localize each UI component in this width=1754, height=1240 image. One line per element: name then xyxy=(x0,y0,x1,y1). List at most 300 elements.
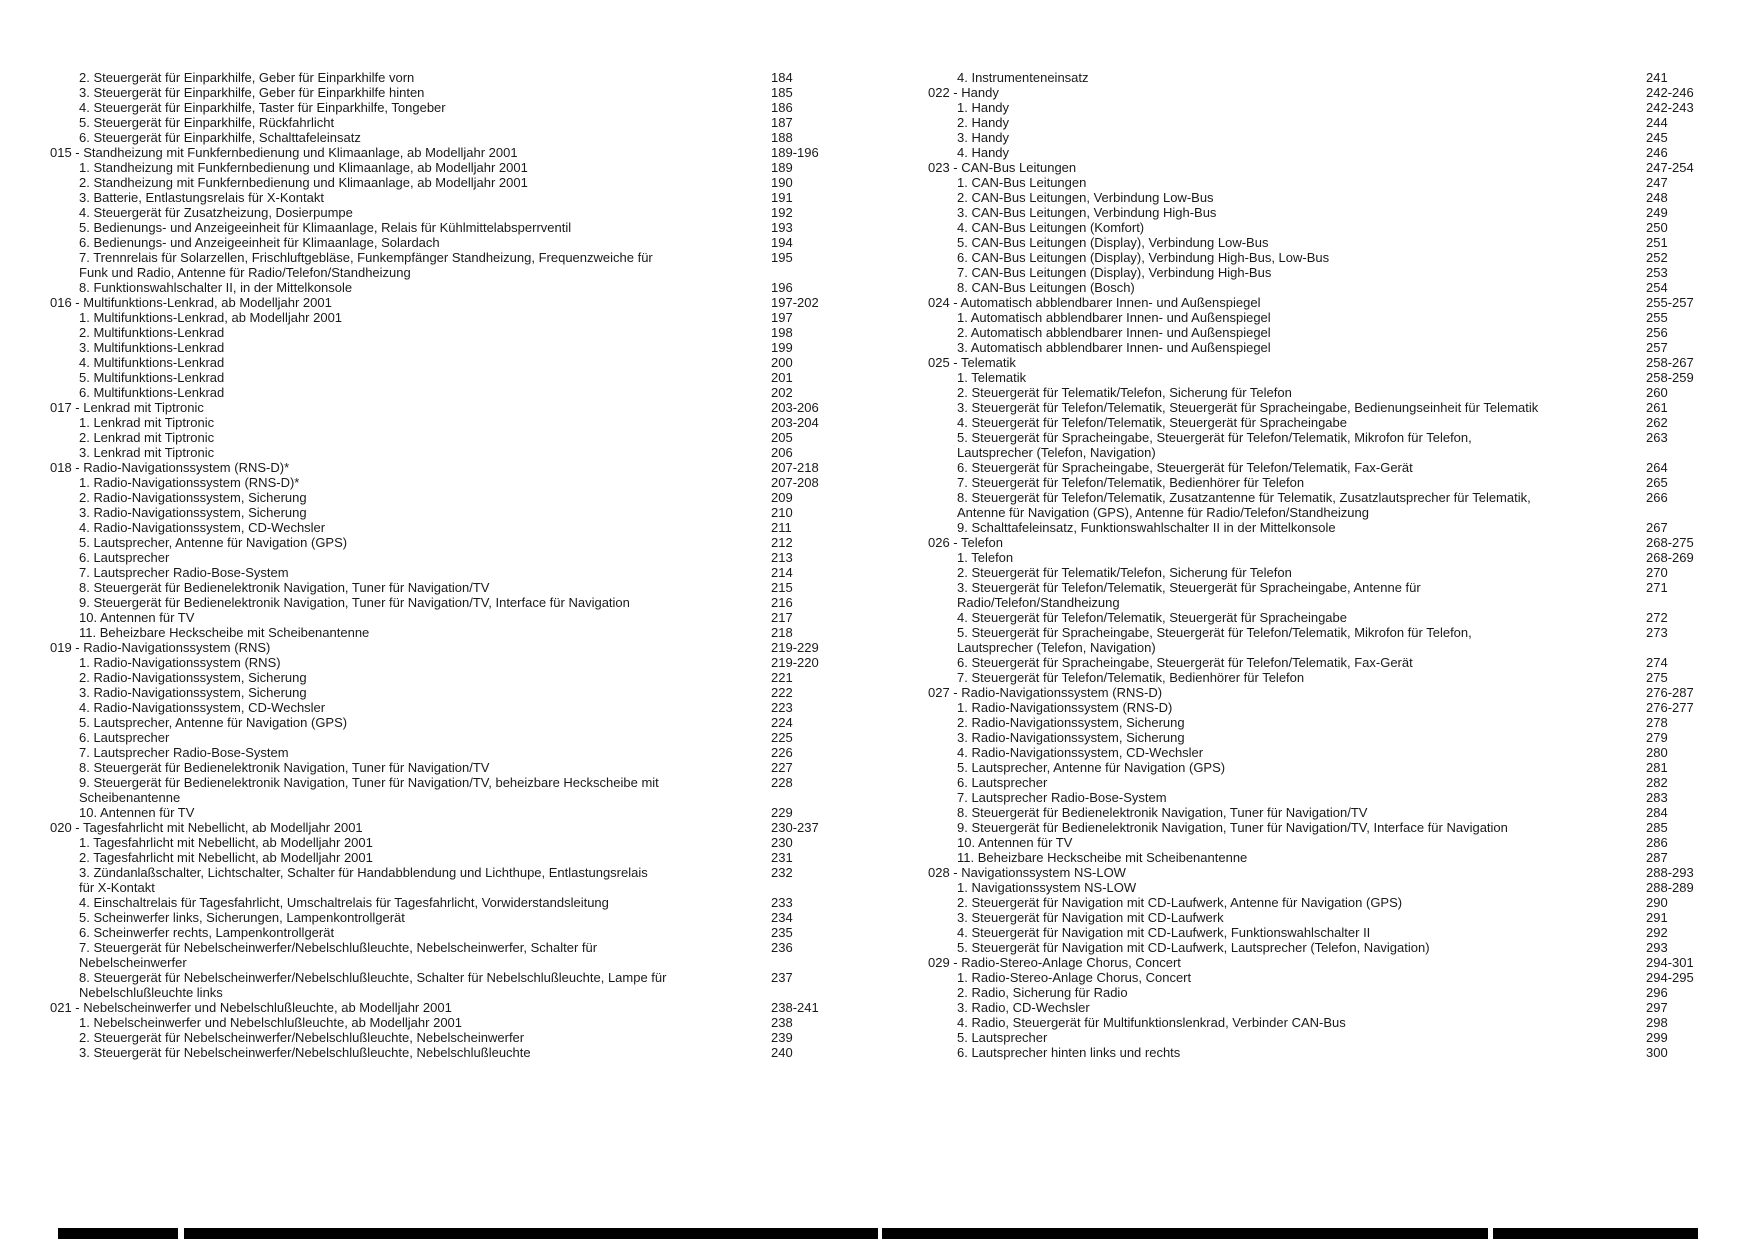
toc-entry-text: 2. Steuergerät für Nebelscheinwerfer/Nebelschlußleuchte, Nebelscheinwerfer xyxy=(79,1030,525,1045)
toc-entry-page: 190 xyxy=(771,175,793,190)
toc-entry-page: 191 xyxy=(771,190,793,205)
toc-entry-text: 5. Lautsprecher, Antenne für Navigation (GPS) xyxy=(79,715,348,730)
toc-entry-page: 284 xyxy=(1646,805,1668,820)
toc-item-row xyxy=(928,910,1728,925)
toc-entry-text: Funk und Radio, Antenne für Radio/Telefon/Standheizung xyxy=(79,265,411,280)
toc-entry-text: 1. Nebelscheinwerfer und Nebelschlußleuchte, ab Modelljahr 2001 xyxy=(79,1015,463,1030)
toc-item-row xyxy=(928,400,1728,415)
toc-entry-text: 9. Steuergerät für Bedienelektronik Navigation, Tuner für Navigation/TV, Interface für Navigation xyxy=(79,595,630,610)
toc-entry-text: 6. Scheinwerfer rechts, Lampenkontrollgerät xyxy=(79,925,335,940)
toc-item-row xyxy=(928,640,1728,655)
toc-section-row xyxy=(50,145,840,160)
toc-section-row xyxy=(928,535,1728,550)
toc-entry-text: 3. Steuergerät für Telefon/Telematik, Steuergerät für Spracheingabe, Bedienungseinheit für Telematik xyxy=(957,400,1539,415)
toc-entry-page: 285 xyxy=(1646,820,1668,835)
toc-entry-page: 271 xyxy=(1646,580,1668,595)
toc-entry-page: 270 xyxy=(1646,565,1668,580)
toc-entry-text: 3. Handy xyxy=(957,130,1010,145)
toc-item-row xyxy=(50,775,840,790)
toc-entry-text: 2. Steuergerät für Einparkhilfe, Geber für Einparkhilfe vorn xyxy=(79,70,415,85)
toc-entry-page: 212 xyxy=(771,535,793,550)
toc-entry-text: 4. CAN-Bus Leitungen (Komfort) xyxy=(957,220,1145,235)
toc-entry-text: 026 - Telefon xyxy=(928,535,1003,550)
toc-entry-page: 274 xyxy=(1646,655,1668,670)
toc-item-row xyxy=(50,430,840,445)
toc-entry-text: 10. Antennen für TV xyxy=(79,805,195,820)
toc-entry-page: 275 xyxy=(1646,670,1668,685)
toc-item-row xyxy=(50,265,840,280)
toc-entry-text: 4. Steuergerät für Telefon/Telematik, Steuergerät für Spracheingabe xyxy=(957,415,1347,430)
toc-item-row xyxy=(50,940,840,955)
toc-item-row xyxy=(50,715,840,730)
toc-entry-text: Lautsprecher (Telefon, Navigation) xyxy=(957,445,1156,460)
toc-entry-page: 224 xyxy=(771,715,793,730)
toc-entry-page: 201 xyxy=(771,370,793,385)
toc-item-row xyxy=(50,1030,840,1045)
toc-section-row xyxy=(50,640,840,655)
toc-entry-text: 6. Steuergerät für Spracheingabe, Steuergerät für Telefon/Telematik, Fax-Gerät xyxy=(957,655,1413,670)
toc-item-row xyxy=(928,565,1728,580)
toc-entry-page: 206 xyxy=(771,445,793,460)
toc-entry-text: 1. Standheizung mit Funkfernbedienung und Klimaanlage, ab Modelljahr 2001 xyxy=(79,160,528,175)
toc-entry-text: 2. Radio, Sicherung für Radio xyxy=(957,985,1128,1000)
toc-entry-page: 196 xyxy=(771,280,793,295)
toc-item-row xyxy=(928,970,1728,985)
toc-item-row xyxy=(928,655,1728,670)
toc-entry-text: 7. Lautsprecher Radio-Bose-System xyxy=(79,745,289,760)
toc-entry-page: 294-295 xyxy=(1646,970,1694,985)
toc-entry-page: 298 xyxy=(1646,1015,1668,1030)
toc-entry-page: 193 xyxy=(771,220,793,235)
toc-entry-page: 254 xyxy=(1646,280,1668,295)
toc-item-row xyxy=(50,220,840,235)
toc-entry-text: 1. Multifunktions-Lenkrad, ab Modelljahr 2001 xyxy=(79,310,343,325)
toc-entry-text: 3. Automatisch abblendbarer Innen- und Außenspiegel xyxy=(957,340,1271,355)
toc-entry-text: 019 - Radio-Navigationssystem (RNS) xyxy=(50,640,271,655)
toc-item-row xyxy=(928,130,1728,145)
toc-item-row xyxy=(50,115,840,130)
toc-entry-page: 197 xyxy=(771,310,793,325)
toc-entry-page: 194 xyxy=(771,235,793,250)
toc-entry-text: 10. Antennen für TV xyxy=(957,835,1073,850)
toc-item-row xyxy=(928,1015,1728,1030)
toc-entry-text: 023 - CAN-Bus Leitungen xyxy=(928,160,1077,175)
toc-item-row xyxy=(50,235,840,250)
toc-item-row xyxy=(50,130,840,145)
toc-item-row xyxy=(50,325,840,340)
toc-item-row xyxy=(928,385,1728,400)
toc-entry-page: 198 xyxy=(771,325,793,340)
toc-entry-page: 200 xyxy=(771,355,793,370)
toc-item-row xyxy=(50,910,840,925)
toc-item-row xyxy=(928,775,1728,790)
toc-entry-page: 233 xyxy=(771,895,793,910)
toc-entry-page: 266 xyxy=(1646,490,1668,505)
toc-item-row xyxy=(50,370,840,385)
toc-entry-text: 2. Standheizung mit Funkfernbedienung und Klimaanlage, ab Modelljahr 2001 xyxy=(79,175,528,190)
toc-entry-text: 016 - Multifunktions-Lenkrad, ab Modelljahr 2001 xyxy=(50,295,332,310)
toc-item-row xyxy=(50,280,840,295)
toc-entry-page: 245 xyxy=(1646,130,1668,145)
toc-entry-text: 3. Radio-Navigationssystem, Sicherung xyxy=(79,685,307,700)
toc-item-row xyxy=(50,730,840,745)
toc-entry-text: 2. Handy xyxy=(957,115,1010,130)
toc-item-row xyxy=(50,565,840,580)
toc-entry-page: 256 xyxy=(1646,325,1668,340)
toc-item-row xyxy=(928,220,1728,235)
toc-entry-text: 1. Radio-Stereo-Anlage Chorus, Concert xyxy=(957,970,1192,985)
toc-entry-text: 4. Einschaltrelais für Tagesfahrlicht, Umschaltrelais für Tagesfahrlicht, Vorwiderstandsleitung xyxy=(79,895,609,910)
toc-entry-text: 7. Steuergerät für Telefon/Telematik, Bedienhörer für Telefon xyxy=(957,475,1305,490)
toc-entry-text: 1. Telefon xyxy=(957,550,1014,565)
toc-entry-text: 6. Lautsprecher hinten links und rechts xyxy=(957,1045,1181,1060)
toc-item-row xyxy=(928,1045,1728,1060)
toc-entry-page: 247-254 xyxy=(1646,160,1694,175)
toc-item-row xyxy=(928,610,1728,625)
toc-entry-text: 1. Radio-Navigationssystem (RNS-D) xyxy=(957,700,1173,715)
toc-section-row xyxy=(928,295,1728,310)
toc-column-left xyxy=(50,70,840,1060)
toc-entry-page: 264 xyxy=(1646,460,1668,475)
toc-entry-page: 252 xyxy=(1646,250,1668,265)
toc-entry-page: 265 xyxy=(1646,475,1668,490)
toc-item-row xyxy=(928,235,1728,250)
toc-entry-page: 219-220 xyxy=(771,655,819,670)
toc-entry-page: 195 xyxy=(771,250,793,265)
toc-item-row xyxy=(50,790,840,805)
toc-entry-text: 1. Radio-Navigationssystem (RNS-D)* xyxy=(79,475,300,490)
toc-entry-page: 221 xyxy=(771,670,793,685)
toc-item-row xyxy=(928,115,1728,130)
toc-entry-page: 213 xyxy=(771,550,793,565)
toc-entry-text: 4. Steuergerät für Telefon/Telematik, Steuergerät für Spracheingabe xyxy=(957,610,1347,625)
scan-edge-artifact xyxy=(58,1228,1698,1239)
toc-entry-text: 4. Handy xyxy=(957,145,1010,160)
toc-entry-text: 2. Automatisch abblendbarer Innen- und Außenspiegel xyxy=(957,325,1271,340)
toc-item-row xyxy=(928,895,1728,910)
toc-entry-text: Nebelschlußleuchte links xyxy=(79,985,223,1000)
toc-entry-text: 9. Steuergerät für Bedienelektronik Navigation, Tuner für Navigation/TV, Interface für Navigation xyxy=(957,820,1508,835)
toc-entry-text: 028 - Navigationssystem NS-LOW xyxy=(928,865,1126,880)
toc-entry-text: 6. Steuergerät für Einparkhilfe, Schalttafeleinsatz xyxy=(79,130,361,145)
toc-entry-page: 267 xyxy=(1646,520,1668,535)
toc-section-row xyxy=(928,85,1728,100)
toc-item-row xyxy=(50,550,840,565)
toc-item-row xyxy=(50,520,840,535)
toc-entry-page: 253 xyxy=(1646,265,1668,280)
toc-entry-page: 262 xyxy=(1646,415,1668,430)
toc-entry-text: 3. CAN-Bus Leitungen, Verbindung High-Bus xyxy=(957,205,1217,220)
toc-item-row xyxy=(50,580,840,595)
toc-entry-text: 4. Radio, Steuergerät für Multifunktionslenkrad, Verbinder CAN-Bus xyxy=(957,1015,1346,1030)
toc-entry-page: 207-208 xyxy=(771,475,819,490)
toc-entry-text: 3. Multifunktions-Lenkrad xyxy=(79,340,225,355)
toc-entry-page: 230 xyxy=(771,835,793,850)
toc-entry-page: 248 xyxy=(1646,190,1668,205)
toc-item-row xyxy=(50,670,840,685)
toc-entry-page: 222 xyxy=(771,685,793,700)
toc-entry-page: 232 xyxy=(771,865,793,880)
toc-item-row xyxy=(50,190,840,205)
toc-item-row xyxy=(928,1000,1728,1015)
toc-section-row xyxy=(50,460,840,475)
toc-entry-page: 286 xyxy=(1646,835,1668,850)
toc-item-row xyxy=(928,325,1728,340)
toc-entry-text: 8. Steuergerät für Bedienelektronik Navigation, Tuner für Navigation/TV xyxy=(957,805,1368,820)
toc-section-row xyxy=(928,865,1728,880)
toc-item-row xyxy=(50,865,840,880)
toc-entry-text: 6. Lautsprecher xyxy=(957,775,1048,790)
toc-section-row xyxy=(50,400,840,415)
toc-item-row xyxy=(928,1030,1728,1045)
toc-section-row xyxy=(928,160,1728,175)
toc-item-row xyxy=(50,85,840,100)
toc-entry-page: 197-202 xyxy=(771,295,819,310)
toc-item-row xyxy=(928,100,1728,115)
toc-entry-text: 1. Tagesfahrlicht mit Nebellicht, ab Modelljahr 2001 xyxy=(79,835,373,850)
toc-entry-page: 240 xyxy=(771,1045,793,1060)
toc-entry-page: 241 xyxy=(1646,70,1668,85)
toc-item-row xyxy=(928,790,1728,805)
toc-entry-page: 257 xyxy=(1646,340,1668,355)
toc-entry-text: 3. Steuergerät für Telefon/Telematik, Steuergerät für Spracheingabe, Antenne für xyxy=(957,580,1421,595)
toc-entry-page: 276-287 xyxy=(1646,685,1694,700)
toc-entry-text: 5. Steuergerät für Einparkhilfe, Rückfahrlicht xyxy=(79,115,335,130)
toc-entry-text: 11. Beheizbare Heckscheibe mit Scheibenantenne xyxy=(957,850,1248,865)
toc-item-row xyxy=(50,850,840,865)
toc-entry-page: 189 xyxy=(771,160,793,175)
toc-item-row xyxy=(928,310,1728,325)
toc-entry-page: 236 xyxy=(771,940,793,955)
toc-item-row xyxy=(50,760,840,775)
toc-entry-text: 8. Steuergerät für Telefon/Telematik, Zusatzantenne für Telematik, Zusatzlautsprecher für Telematik, xyxy=(957,490,1531,505)
toc-entry-page: 235 xyxy=(771,925,793,940)
toc-item-row xyxy=(928,625,1728,640)
toc-entry-text: 6. Multifunktions-Lenkrad xyxy=(79,385,225,400)
toc-item-row xyxy=(928,280,1728,295)
toc-item-row xyxy=(50,505,840,520)
toc-entry-text: 017 - Lenkrad mit Tiptronic xyxy=(50,400,204,415)
toc-entry-page: 287 xyxy=(1646,850,1668,865)
toc-item-row xyxy=(50,160,840,175)
toc-entry-text: 3. Lenkrad mit Tiptronic xyxy=(79,445,215,460)
toc-entry-text: 018 - Radio-Navigationssystem (RNS-D)* xyxy=(50,460,290,475)
toc-item-row xyxy=(50,655,840,670)
toc-entry-page: 231 xyxy=(771,850,793,865)
toc-item-row xyxy=(928,370,1728,385)
toc-item-row xyxy=(928,985,1728,1000)
toc-section-row xyxy=(50,295,840,310)
toc-entry-page: 255-257 xyxy=(1646,295,1694,310)
toc-entry-text: 2. Radio-Navigationssystem, Sicherung xyxy=(79,670,307,685)
toc-item-row xyxy=(928,505,1728,520)
toc-entry-text: 025 - Telematik xyxy=(928,355,1016,370)
toc-item-row xyxy=(50,835,840,850)
toc-item-row xyxy=(928,250,1728,265)
toc-entry-page: 226 xyxy=(771,745,793,760)
toc-entry-text: 021 - Nebelscheinwerfer und Nebelschlußleuchte, ab Modelljahr 2001 xyxy=(50,1000,452,1015)
toc-item-row xyxy=(928,190,1728,205)
toc-entry-page: 278 xyxy=(1646,715,1668,730)
toc-entry-page: 237 xyxy=(771,970,793,985)
toc-entry-page: 242-246 xyxy=(1646,85,1694,100)
toc-item-row xyxy=(928,580,1728,595)
toc-item-row xyxy=(928,595,1728,610)
toc-item-row xyxy=(50,955,840,970)
toc-item-row xyxy=(928,835,1728,850)
toc-entry-page: 225 xyxy=(771,730,793,745)
toc-entry-text: 3. Steuergerät für Nebelscheinwerfer/Nebelschlußleuchte, Nebelschlußleuchte xyxy=(79,1045,531,1060)
toc-entry-page: 184 xyxy=(771,70,793,85)
toc-entry-page: 203-206 xyxy=(771,400,819,415)
toc-entry-text: 4. Radio-Navigationssystem, CD-Wechsler xyxy=(957,745,1204,760)
toc-entry-page: 218 xyxy=(771,625,793,640)
toc-entry-page: 299 xyxy=(1646,1030,1668,1045)
toc-entry-text: 10. Antennen für TV xyxy=(79,610,195,625)
toc-entry-page: 211 xyxy=(771,520,792,535)
toc-entry-page: 239 xyxy=(771,1030,793,1045)
toc-entry-text: 5. Lautsprecher xyxy=(957,1030,1048,1045)
toc-item-row xyxy=(928,805,1728,820)
toc-item-row xyxy=(50,895,840,910)
toc-item-row xyxy=(50,535,840,550)
toc-entry-text: Radio/Telefon/Standheizung xyxy=(957,595,1120,610)
toc-entry-page: 258-259 xyxy=(1646,370,1694,385)
toc-item-row xyxy=(50,70,840,85)
toc-entry-page: 214 xyxy=(771,565,793,580)
toc-entry-page: 296 xyxy=(1646,985,1668,1000)
toc-item-row xyxy=(928,940,1728,955)
toc-entry-text: 2. Radio-Navigationssystem, Sicherung xyxy=(79,490,307,505)
toc-item-row xyxy=(50,490,840,505)
toc-entry-text: 015 - Standheizung mit Funkfernbedienung und Klimaanlage, ab Modelljahr 2001 xyxy=(50,145,518,160)
toc-entry-page: 209 xyxy=(771,490,793,505)
toc-item-row xyxy=(50,445,840,460)
toc-entry-text: Scheibenantenne xyxy=(79,790,181,805)
scan-edge-notch xyxy=(878,1228,882,1239)
toc-entry-page: 210 xyxy=(771,505,793,520)
toc-item-row xyxy=(50,100,840,115)
toc-entry-text: 5. CAN-Bus Leitungen (Display), Verbindung Low-Bus xyxy=(957,235,1269,250)
toc-entry-text: 5. Steuergerät für Spracheingabe, Steuergerät für Telefon/Telematik, Mikrofon für Telefon, xyxy=(957,625,1472,640)
toc-entry-page: 263 xyxy=(1646,430,1668,445)
toc-item-row xyxy=(928,745,1728,760)
toc-item-row xyxy=(928,175,1728,190)
toc-entry-text: 2. Tagesfahrlicht mit Nebellicht, ab Modelljahr 2001 xyxy=(79,850,373,865)
toc-entry-page: 215 xyxy=(771,580,793,595)
toc-entry-page: 300 xyxy=(1646,1045,1668,1060)
toc-item-row xyxy=(928,460,1728,475)
toc-entry-page: 255 xyxy=(1646,310,1668,325)
toc-entry-page: 234 xyxy=(771,910,793,925)
toc-entry-page: 297 xyxy=(1646,1000,1668,1015)
toc-entry-page: 192 xyxy=(771,205,793,220)
toc-entry-page: 217 xyxy=(771,610,793,625)
toc-entry-text: 3. Batterie, Entlastungsrelais für X-Kontakt xyxy=(79,190,324,205)
toc-entry-text: 1. Handy xyxy=(957,100,1010,115)
toc-column-right xyxy=(928,70,1728,1060)
toc-entry-text: 4. Steuergerät für Navigation mit CD-Laufwerk, Funktionswahlschalter II xyxy=(957,925,1371,940)
toc-item-row xyxy=(50,250,840,265)
toc-item-row xyxy=(928,475,1728,490)
toc-entry-page: 279 xyxy=(1646,730,1668,745)
toc-entry-text: 3. Radio-Navigationssystem, Sicherung xyxy=(957,730,1185,745)
scan-edge-notch xyxy=(178,1228,184,1239)
toc-item-row xyxy=(928,265,1728,280)
toc-item-row xyxy=(928,205,1728,220)
toc-entry-page: 205 xyxy=(771,430,793,445)
toc-entry-page: 238 xyxy=(771,1015,793,1030)
toc-entry-text: 022 - Handy xyxy=(928,85,999,100)
toc-item-row xyxy=(50,205,840,220)
toc-entry-text: 8. Steuergerät für Bedienelektronik Navigation, Tuner für Navigation/TV xyxy=(79,580,490,595)
toc-item-row xyxy=(50,385,840,400)
toc-entry-text: 11. Beheizbare Heckscheibe mit Scheibenantenne xyxy=(79,625,370,640)
toc-section-row xyxy=(50,1000,840,1015)
toc-entry-text: 5. Scheinwerfer links, Sicherungen, Lampenkontrollgerät xyxy=(79,910,405,925)
toc-entry-text: 4. Radio-Navigationssystem, CD-Wechsler xyxy=(79,520,326,535)
toc-entry-page: 288-289 xyxy=(1646,880,1694,895)
toc-entry-text: für X-Kontakt xyxy=(79,880,155,895)
toc-entry-text: 9. Steuergerät für Bedienelektronik Navigation, Tuner für Navigation/TV, beheizbare Heckscheibe mit xyxy=(79,775,659,790)
toc-item-row xyxy=(50,595,840,610)
toc-entry-text: 8. CAN-Bus Leitungen (Bosch) xyxy=(957,280,1135,295)
toc-entry-page: 203-204 xyxy=(771,415,819,430)
toc-item-row xyxy=(50,625,840,640)
toc-entry-page: 292 xyxy=(1646,925,1668,940)
toc-entry-page: 238-241 xyxy=(771,1000,819,1015)
toc-item-row xyxy=(50,475,840,490)
toc-entry-text: 8. Steuergerät für Bedienelektronik Navigation, Tuner für Navigation/TV xyxy=(79,760,490,775)
toc-entry-page: 227 xyxy=(771,760,793,775)
toc-entry-text: Nebelscheinwerfer xyxy=(79,955,187,970)
toc-entry-text: 9. Schalttafeleinsatz, Funktionswahlschalter II in der Mittelkonsole xyxy=(957,520,1336,535)
toc-entry-page: 186 xyxy=(771,100,793,115)
toc-entry-page: 242-243 xyxy=(1646,100,1694,115)
toc-entry-page: 261 xyxy=(1646,400,1668,415)
toc-entry-text: 7. Steuergerät für Telefon/Telematik, Bedienhörer für Telefon xyxy=(957,670,1305,685)
toc-entry-page: 294-301 xyxy=(1646,955,1694,970)
toc-item-row xyxy=(50,685,840,700)
toc-entry-page: 283 xyxy=(1646,790,1668,805)
toc-entry-page: 244 xyxy=(1646,115,1668,130)
toc-entry-text: 1. Lenkrad mit Tiptronic xyxy=(79,415,215,430)
toc-item-row xyxy=(50,1015,840,1030)
toc-item-row xyxy=(50,355,840,370)
toc-entry-text: 1. Radio-Navigationssystem (RNS) xyxy=(79,655,281,670)
toc-entry-text: 5. Lautsprecher, Antenne für Navigation (GPS) xyxy=(79,535,348,550)
toc-item-row xyxy=(928,820,1728,835)
toc-entry-page: 216 xyxy=(771,595,793,610)
toc-entry-page: 260 xyxy=(1646,385,1668,400)
toc-item-row xyxy=(50,310,840,325)
toc-item-row xyxy=(928,880,1728,895)
toc-item-row xyxy=(928,850,1728,865)
toc-entry-text: 4. Steuergerät für Einparkhilfe, Taster für Einparkhilfe, Tongeber xyxy=(79,100,446,115)
toc-item-row xyxy=(928,340,1728,355)
toc-entry-page: 268-275 xyxy=(1646,535,1694,550)
toc-entry-page: 247 xyxy=(1646,175,1668,190)
toc-entry-page: 228 xyxy=(771,775,793,790)
toc-entry-text: 5. Steuergerät für Spracheingabe, Steuergerät für Telefon/Telematik, Mikrofon für Telefon, xyxy=(957,430,1472,445)
toc-entry-text: 027 - Radio-Navigationssystem (RNS-D) xyxy=(928,685,1163,700)
toc-item-row xyxy=(928,490,1728,505)
toc-entry-text: 2. Steuergerät für Navigation mit CD-Laufwerk, Antenne für Navigation (GPS) xyxy=(957,895,1403,910)
toc-entry-page: 268-269 xyxy=(1646,550,1694,565)
toc-entry-text: Lautsprecher (Telefon, Navigation) xyxy=(957,640,1156,655)
toc-entry-page: 246 xyxy=(1646,145,1668,160)
toc-entry-text: 5. Multifunktions-Lenkrad xyxy=(79,370,225,385)
